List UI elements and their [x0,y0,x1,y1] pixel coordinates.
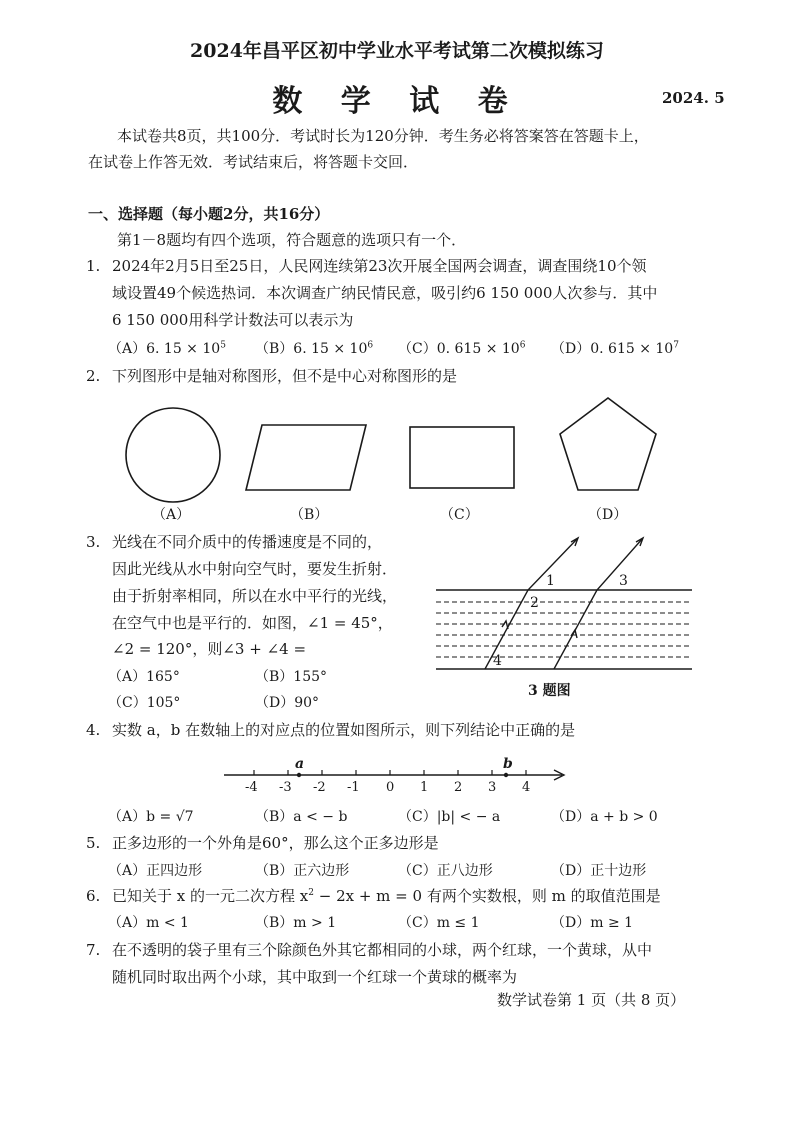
shape-pentagon [560,398,656,490]
tick-label: 3 [488,780,497,795]
q1-number: 1. [86,257,101,275]
page-footer: 数学试卷第 1 页（共 8 页） [497,991,686,1009]
q3-line1: 光线在不同介质中的传播速度是不同的， [112,533,383,551]
q6-option-a: （A）m < 1 [108,915,189,931]
section-heading: 一、选择题（每小题2分，共16分） [88,205,330,223]
tick-label: -4 [245,780,258,795]
q3-line2: 因此光线从水中射向空气时，要发生折射． [112,560,398,578]
tick-label: -3 [279,780,292,795]
q4-option-c: （C）|b| < − a [398,809,501,825]
water-dashes [436,602,692,657]
exam-title: 2024年昌平区初中学业水平考试第二次模拟练习 [190,40,604,62]
q1-option-a: （A）6. $15 \times 10^5$ [108,340,226,357]
q5-text: 正多边形的一个外角是60°，那么这个正多边形是 [112,834,439,852]
q3-number: 3. [86,533,101,551]
q3-figure-caption: 3 题图 [528,683,571,699]
q2-label-b: （B） [290,507,329,523]
tick-label: -1 [347,780,360,795]
q1-line3: 6 150 000用科学计数法可以表示为 [112,311,354,329]
q1-option-c: （C）0. $615 \times 10^6$ [398,340,526,357]
section-note: 第1－8题均有四个选项，符合题意的选项只有一个． [117,231,467,249]
q4-option-b: （B）a < − b [255,809,348,825]
point-b [504,773,508,777]
q3-option-a: （A）165° [108,669,180,685]
q7-line2: 随机同时取出两个小球，其中取到一个红球一个黄球的概率为 [112,968,518,986]
shape-rectangle [410,427,514,488]
light-ray-right [554,538,643,669]
angle-label-3: 3 [619,573,628,589]
q6-option-b: （B）m > 1 [255,915,337,931]
q4-option-d: （D）a + b > 0 [551,809,658,825]
exam-date: 2024. 5 [662,89,725,107]
q1-line1: 2024年2月5日至25日，人民网连续第23次开展全国两会调查，调查围绕10个领 [112,257,647,275]
instructions-line1: 本试卷共8页，共100分．考试时长为120分钟．考生务必将答案答在答题卡上， [117,127,649,145]
q3-option-d: （D）90° [255,695,320,711]
q3-line5: ∠2 = 120°，则∠3 + ∠4 = [112,640,307,658]
angle-label-4: 4 [493,653,502,669]
q1-option-b: （B）6. $15 \times 10^6$ [255,340,374,357]
shape-parallelogram [246,425,366,490]
q6-number: 6. [86,887,101,905]
q2-number: 2. [86,367,101,385]
q1-option-d: （D）0. $615 \times 10^7$ [551,340,679,357]
point-a [297,773,301,777]
number-line-label-a: a [295,756,305,772]
q5-option-b: （B）正六边形 [255,863,350,879]
instructions-line2: 在试卷上作答无效．考试结束后，将答题卡交回． [88,153,419,171]
q4-number: 4. [86,721,101,739]
tick-label: 4 [522,780,531,795]
tick-label: 2 [454,780,463,795]
number-line-label-b: b [503,756,513,772]
q2-label-a: （A） [152,507,191,523]
q3-option-c: （C）105° [108,695,181,711]
q7-line1: 在不透明的袋子里有三个除颜色外其它都相同的小球，两个红球，一个黄球，从中 [112,941,653,959]
q6-option-d: （D）m ≥ 1 [551,915,634,931]
q5-option-d: （D）正十边形 [551,863,647,879]
q5-option-a: （A）正四边形 [108,863,203,879]
q2-text: 下列图形中是轴对称图形，但不是中心对称图形的是 [112,367,458,385]
q3-option-b: （B）155° [255,669,328,685]
shape-circle [126,408,220,502]
q3-line4: 在空气中也是平行的．如图，∠1 = 45°， [112,614,393,632]
q6-text: 已知关于 x 的一元二次方程 $x^2 - 2x + m = 0$ 有两个实数根，则 m 的取值范围是 [112,887,661,905]
tick-label: 0 [386,780,395,795]
angle-label-2: 2 [530,595,539,611]
q2-label-c: （C） [440,507,479,523]
q3-line3: 由于折射率相同，所以在水中平行的光线， [112,587,398,605]
q5-number: 5. [86,834,101,852]
subject-title: 数 学 试 卷 [272,84,522,119]
q2-label-d: （D） [588,507,628,523]
q7-number: 7. [86,941,101,959]
tick-label: 1 [420,780,429,795]
q1-line2: 域设置49个候选热词．本次调查广纳民情民意，吸引约6 150 000人次参与．其中 [112,284,658,302]
tick-label: -2 [313,780,326,795]
q4-text: 实数 a，b 在数轴上的对应点的位置如图所示，则下列结论中正确的是 [112,721,576,739]
q6-option-c: （C）m ≤ 1 [398,915,480,931]
q4-option-a: （A）b = √7 [108,809,194,825]
q5-option-c: （C）正八边形 [398,863,493,879]
angle-label-1: 1 [546,573,555,589]
